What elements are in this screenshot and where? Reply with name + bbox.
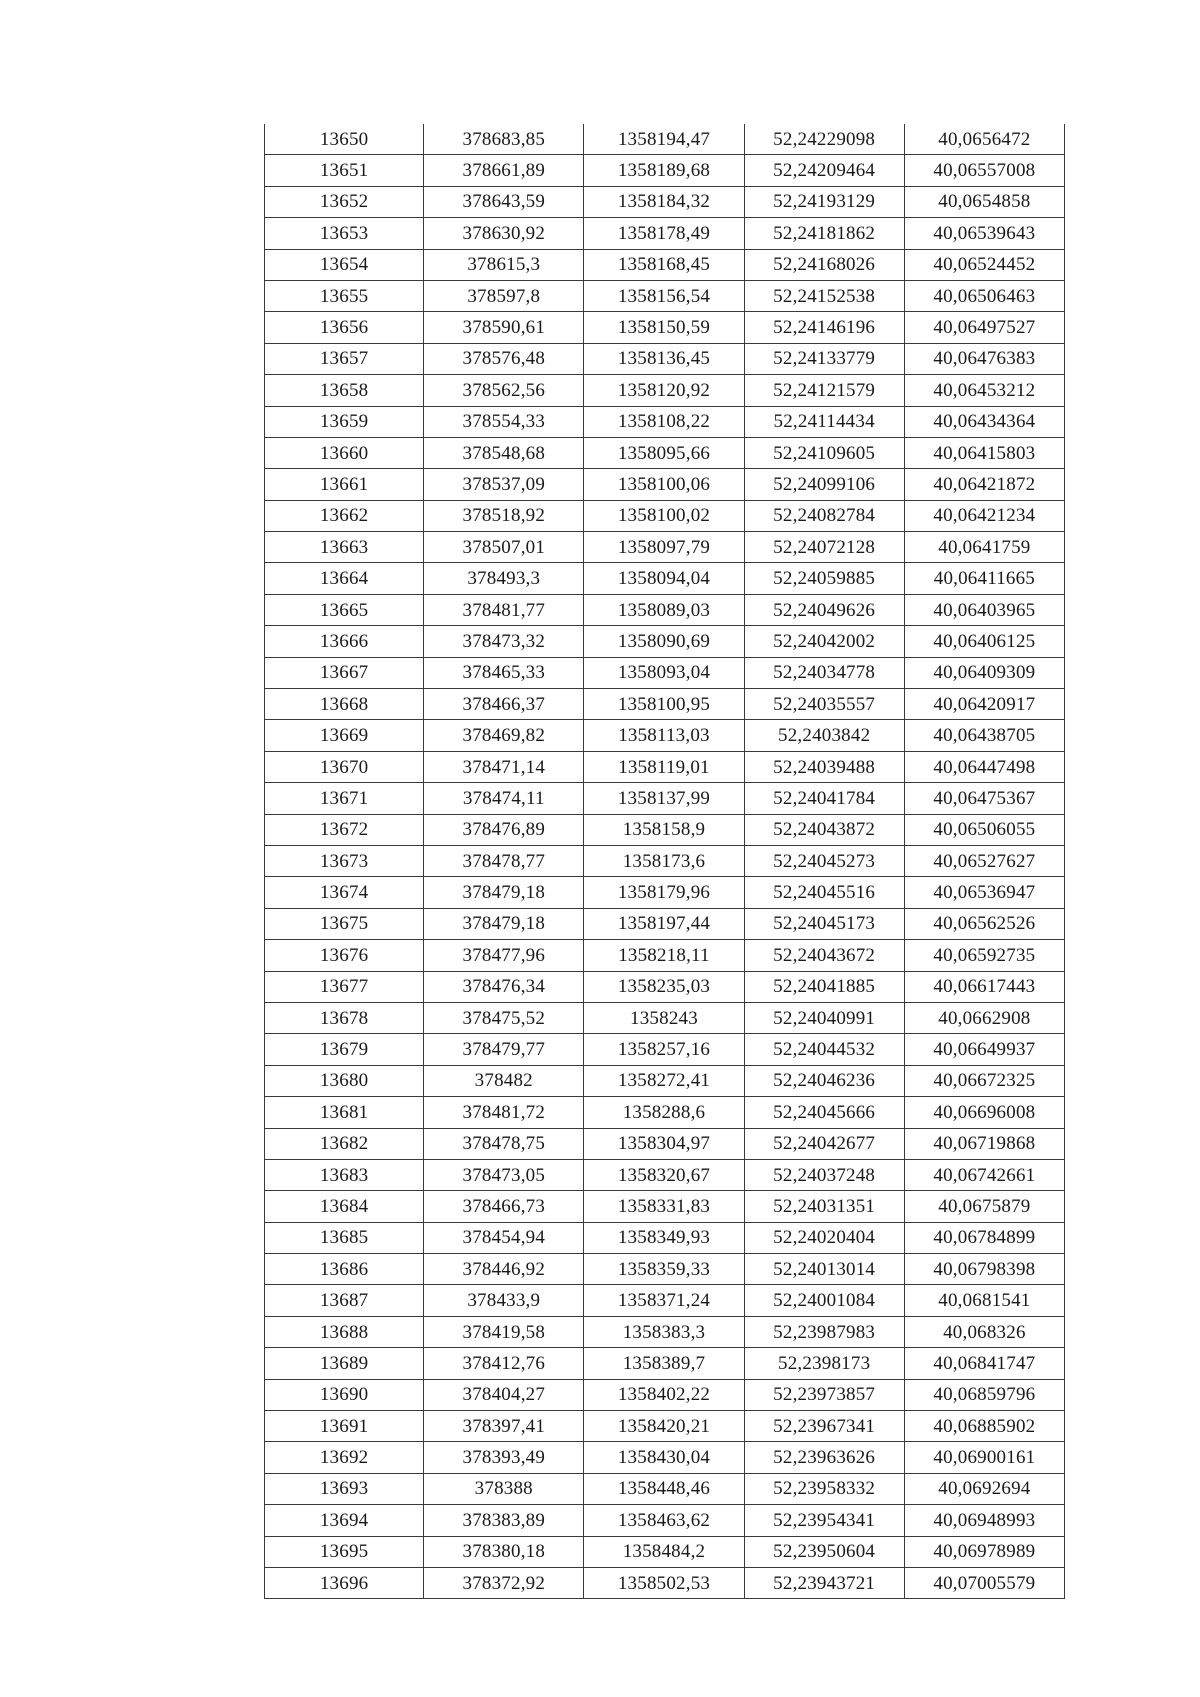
coordinates-table: [264, 124, 1065, 1599]
longitude-cell: 40,06562526: [904, 908, 1064, 939]
point-number-cell: 13691: [265, 1411, 424, 1442]
longitude-cell: 40,06506463: [904, 280, 1064, 311]
point-number-cell: 13658: [265, 375, 424, 406]
x-coordinate-cell: 378683,85: [424, 124, 584, 155]
latitude-cell: 52,24035557: [744, 689, 904, 720]
table-row: [265, 1505, 1065, 1536]
x-coordinate-cell: 378475,52: [424, 1002, 584, 1033]
longitude-cell: 40,06978989: [904, 1536, 1064, 1567]
latitude-cell: 52,24193129: [744, 186, 904, 217]
point-number-cell: 13675: [265, 908, 424, 939]
latitude-cell: 52,24045516: [744, 877, 904, 908]
latitude-cell: 52,23950604: [744, 1536, 904, 1567]
point-number-cell: 13653: [265, 218, 424, 249]
point-number-cell: 13689: [265, 1348, 424, 1379]
x-coordinate-cell: 378433,9: [424, 1285, 584, 1316]
x-coordinate-cell: 378518,92: [424, 500, 584, 531]
latitude-cell: 52,24133779: [744, 343, 904, 374]
y-coordinate-cell: 1358179,96: [584, 877, 744, 908]
latitude-cell: 52,24049626: [744, 594, 904, 625]
longitude-cell: 40,06506055: [904, 814, 1064, 845]
x-coordinate-cell: 378473,05: [424, 1159, 584, 1190]
point-number-cell: 13682: [265, 1128, 424, 1159]
point-number-cell: 13679: [265, 1034, 424, 1065]
point-number-cell: 13684: [265, 1191, 424, 1222]
latitude-cell: 52,24044532: [744, 1034, 904, 1065]
longitude-cell: 40,06672325: [904, 1065, 1064, 1096]
point-number-cell: 13685: [265, 1222, 424, 1253]
y-coordinate-cell: 1358119,01: [584, 751, 744, 782]
x-coordinate-cell: 378466,37: [424, 689, 584, 720]
longitude-cell: 40,06557008: [904, 155, 1064, 186]
x-coordinate-cell: 378554,33: [424, 406, 584, 437]
y-coordinate-cell: 1358194,47: [584, 124, 744, 155]
latitude-cell: 52,23967341: [744, 1411, 904, 1442]
y-coordinate-cell: 1358108,22: [584, 406, 744, 437]
latitude-cell: 52,24045666: [744, 1097, 904, 1128]
point-number-cell: 13665: [265, 594, 424, 625]
point-number-cell: 13657: [265, 343, 424, 374]
point-number-cell: 13661: [265, 469, 424, 500]
longitude-cell: 40,06434364: [904, 406, 1064, 437]
longitude-cell: 40,06421234: [904, 500, 1064, 531]
y-coordinate-cell: 1358502,53: [584, 1567, 744, 1598]
longitude-cell: 40,0681541: [904, 1285, 1064, 1316]
point-number-cell: 13671: [265, 783, 424, 814]
y-coordinate-cell: 1358243: [584, 1002, 744, 1033]
y-coordinate-cell: 1358402,22: [584, 1379, 744, 1410]
x-coordinate-cell: 378548,68: [424, 437, 584, 468]
point-number-cell: 13688: [265, 1316, 424, 1347]
x-coordinate-cell: 378661,89: [424, 155, 584, 186]
x-coordinate-cell: 378479,18: [424, 908, 584, 939]
y-coordinate-cell: 1358304,97: [584, 1128, 744, 1159]
x-coordinate-cell: 378393,49: [424, 1442, 584, 1473]
table-row: [265, 280, 1065, 311]
point-number-cell: 13652: [265, 186, 424, 217]
x-coordinate-cell: 378493,3: [424, 563, 584, 594]
table-row: [265, 1254, 1065, 1285]
latitude-cell: 52,24041784: [744, 783, 904, 814]
point-number-cell: 13690: [265, 1379, 424, 1410]
y-coordinate-cell: 1358150,59: [584, 312, 744, 343]
y-coordinate-cell: 1358158,9: [584, 814, 744, 845]
latitude-cell: 52,2398173: [744, 1348, 904, 1379]
table-row: [265, 720, 1065, 751]
x-coordinate-cell: 378471,14: [424, 751, 584, 782]
x-coordinate-cell: 378481,72: [424, 1097, 584, 1128]
y-coordinate-cell: 1358113,03: [584, 720, 744, 751]
y-coordinate-cell: 1358430,04: [584, 1442, 744, 1473]
y-coordinate-cell: 1358173,6: [584, 845, 744, 876]
point-number-cell: 13667: [265, 657, 424, 688]
table-row: [265, 1191, 1065, 1222]
longitude-cell: 40,0656472: [904, 124, 1064, 155]
latitude-cell: 52,24099106: [744, 469, 904, 500]
point-number-cell: 13669: [265, 720, 424, 751]
x-coordinate-cell: 378476,89: [424, 814, 584, 845]
longitude-cell: 40,06885902: [904, 1411, 1064, 1442]
table-row: [265, 406, 1065, 437]
latitude-cell: 52,24229098: [744, 124, 904, 155]
point-number-cell: 13683: [265, 1159, 424, 1190]
x-coordinate-cell: 378481,77: [424, 594, 584, 625]
point-number-cell: 13687: [265, 1285, 424, 1316]
latitude-cell: 52,24034778: [744, 657, 904, 688]
y-coordinate-cell: 1358320,67: [584, 1159, 744, 1190]
latitude-cell: 52,23954341: [744, 1505, 904, 1536]
latitude-cell: 52,24209464: [744, 155, 904, 186]
longitude-cell: 40,06447498: [904, 751, 1064, 782]
longitude-cell: 40,0662908: [904, 1002, 1064, 1033]
table-row: [265, 594, 1065, 625]
y-coordinate-cell: 1358095,66: [584, 437, 744, 468]
table-row: [265, 1411, 1065, 1442]
point-number-cell: 13694: [265, 1505, 424, 1536]
x-coordinate-cell: 378473,32: [424, 626, 584, 657]
y-coordinate-cell: 1358288,6: [584, 1097, 744, 1128]
table-row: [265, 124, 1065, 155]
table-row: [265, 563, 1065, 594]
y-coordinate-cell: 1358463,62: [584, 1505, 744, 1536]
table-row: [265, 845, 1065, 876]
y-coordinate-cell: 1358359,33: [584, 1254, 744, 1285]
point-number-cell: 13668: [265, 689, 424, 720]
longitude-cell: 40,06411665: [904, 563, 1064, 594]
table-row: [265, 312, 1065, 343]
table-row: [265, 1473, 1065, 1504]
table-row: [265, 1379, 1065, 1410]
table-row: [265, 469, 1065, 500]
point-number-cell: 13681: [265, 1097, 424, 1128]
y-coordinate-cell: 1358420,21: [584, 1411, 744, 1442]
latitude-cell: 52,24045173: [744, 908, 904, 939]
latitude-cell: 52,24040991: [744, 1002, 904, 1033]
table-row: [265, 1316, 1065, 1347]
point-number-cell: 13693: [265, 1473, 424, 1504]
x-coordinate-cell: 378454,94: [424, 1222, 584, 1253]
x-coordinate-cell: 378597,8: [424, 280, 584, 311]
y-coordinate-cell: 1358097,79: [584, 532, 744, 563]
point-number-cell: 13663: [265, 532, 424, 563]
table-row: [265, 814, 1065, 845]
longitude-cell: 40,07005579: [904, 1567, 1064, 1598]
x-coordinate-cell: 378477,96: [424, 940, 584, 971]
table-row: [265, 218, 1065, 249]
point-number-cell: 13650: [265, 124, 424, 155]
longitude-cell: 40,06784899: [904, 1222, 1064, 1253]
x-coordinate-cell: 378474,11: [424, 783, 584, 814]
x-coordinate-cell: 378412,76: [424, 1348, 584, 1379]
latitude-cell: 52,23958332: [744, 1473, 904, 1504]
latitude-cell: 52,24168026: [744, 249, 904, 280]
table-body: [265, 124, 1065, 1599]
y-coordinate-cell: 1358371,24: [584, 1285, 744, 1316]
x-coordinate-cell: 378562,56: [424, 375, 584, 406]
y-coordinate-cell: 1358090,69: [584, 626, 744, 657]
table-row: [265, 751, 1065, 782]
y-coordinate-cell: 1358156,54: [584, 280, 744, 311]
table-row: [265, 500, 1065, 531]
x-coordinate-cell: 378419,58: [424, 1316, 584, 1347]
longitude-cell: 40,06403965: [904, 594, 1064, 625]
table-row: [265, 186, 1065, 217]
point-number-cell: 13677: [265, 971, 424, 1002]
table-row: [265, 657, 1065, 688]
longitude-cell: 40,06421872: [904, 469, 1064, 500]
x-coordinate-cell: 378482: [424, 1065, 584, 1096]
table-row: [265, 908, 1065, 939]
latitude-cell: 52,2403842: [744, 720, 904, 751]
y-coordinate-cell: 1358448,46: [584, 1473, 744, 1504]
table-row: [265, 1002, 1065, 1033]
longitude-cell: 40,06742661: [904, 1159, 1064, 1190]
point-number-cell: 13654: [265, 249, 424, 280]
x-coordinate-cell: 378446,92: [424, 1254, 584, 1285]
y-coordinate-cell: 1358349,93: [584, 1222, 744, 1253]
longitude-cell: 40,06475367: [904, 783, 1064, 814]
latitude-cell: 52,24114434: [744, 406, 904, 437]
y-coordinate-cell: 1358100,95: [584, 689, 744, 720]
point-number-cell: 13678: [265, 1002, 424, 1033]
point-number-cell: 13686: [265, 1254, 424, 1285]
table-row: [265, 375, 1065, 406]
longitude-cell: 40,06497527: [904, 312, 1064, 343]
x-coordinate-cell: 378478,75: [424, 1128, 584, 1159]
x-coordinate-cell: 378479,77: [424, 1034, 584, 1065]
x-coordinate-cell: 378404,27: [424, 1379, 584, 1410]
latitude-cell: 52,24082784: [744, 500, 904, 531]
table-row: [265, 1065, 1065, 1096]
x-coordinate-cell: 378643,59: [424, 186, 584, 217]
table-row: [265, 1128, 1065, 1159]
y-coordinate-cell: 1358100,06: [584, 469, 744, 500]
x-coordinate-cell: 378397,41: [424, 1411, 584, 1442]
x-coordinate-cell: 378590,61: [424, 312, 584, 343]
y-coordinate-cell: 1358093,04: [584, 657, 744, 688]
longitude-cell: 40,0654858: [904, 186, 1064, 217]
table-row: [265, 1159, 1065, 1190]
longitude-cell: 40,06649937: [904, 1034, 1064, 1065]
table-row: [265, 1222, 1065, 1253]
longitude-cell: 40,0641759: [904, 532, 1064, 563]
latitude-cell: 52,23963626: [744, 1442, 904, 1473]
longitude-cell: 40,0692694: [904, 1473, 1064, 1504]
latitude-cell: 52,24121579: [744, 375, 904, 406]
longitude-cell: 40,06592735: [904, 940, 1064, 971]
latitude-cell: 52,23987983: [744, 1316, 904, 1347]
longitude-cell: 40,06438705: [904, 720, 1064, 751]
point-number-cell: 13680: [265, 1065, 424, 1096]
table-row: [265, 1285, 1065, 1316]
longitude-cell: 40,06476383: [904, 343, 1064, 374]
table-row: [265, 783, 1065, 814]
latitude-cell: 52,24042002: [744, 626, 904, 657]
longitude-cell: 40,06798398: [904, 1254, 1064, 1285]
latitude-cell: 52,24059885: [744, 563, 904, 594]
table-row: [265, 1536, 1065, 1567]
table-row: [265, 689, 1065, 720]
latitude-cell: 52,24045273: [744, 845, 904, 876]
point-number-cell: 13695: [265, 1536, 424, 1567]
latitude-cell: 52,24046236: [744, 1065, 904, 1096]
x-coordinate-cell: 378537,09: [424, 469, 584, 500]
y-coordinate-cell: 1358484,2: [584, 1536, 744, 1567]
y-coordinate-cell: 1358218,11: [584, 940, 744, 971]
point-number-cell: 13673: [265, 845, 424, 876]
table-row: [265, 249, 1065, 280]
x-coordinate-cell: 378466,73: [424, 1191, 584, 1222]
longitude-cell: 40,06406125: [904, 626, 1064, 657]
latitude-cell: 52,24001084: [744, 1285, 904, 1316]
longitude-cell: 40,06719868: [904, 1128, 1064, 1159]
latitude-cell: 52,24109605: [744, 437, 904, 468]
table-row: [265, 532, 1065, 563]
y-coordinate-cell: 1358168,45: [584, 249, 744, 280]
point-number-cell: 13674: [265, 877, 424, 908]
y-coordinate-cell: 1358257,16: [584, 1034, 744, 1065]
point-number-cell: 13664: [265, 563, 424, 594]
x-coordinate-cell: 378476,34: [424, 971, 584, 1002]
longitude-cell: 40,06841747: [904, 1348, 1064, 1379]
y-coordinate-cell: 1358120,92: [584, 375, 744, 406]
latitude-cell: 52,24043872: [744, 814, 904, 845]
y-coordinate-cell: 1358184,32: [584, 186, 744, 217]
y-coordinate-cell: 1358137,99: [584, 783, 744, 814]
latitude-cell: 52,24043672: [744, 940, 904, 971]
latitude-cell: 52,24020404: [744, 1222, 904, 1253]
table-row: [265, 155, 1065, 186]
latitude-cell: 52,24031351: [744, 1191, 904, 1222]
x-coordinate-cell: 378465,33: [424, 657, 584, 688]
y-coordinate-cell: 1358178,49: [584, 218, 744, 249]
x-coordinate-cell: 378576,48: [424, 343, 584, 374]
y-coordinate-cell: 1358100,02: [584, 500, 744, 531]
y-coordinate-cell: 1358272,41: [584, 1065, 744, 1096]
y-coordinate-cell: 1358189,68: [584, 155, 744, 186]
x-coordinate-cell: 378478,77: [424, 845, 584, 876]
longitude-cell: 40,06453212: [904, 375, 1064, 406]
table-row: [265, 343, 1065, 374]
point-number-cell: 13676: [265, 940, 424, 971]
table-row: [265, 1567, 1065, 1598]
latitude-cell: 52,24037248: [744, 1159, 904, 1190]
latitude-cell: 52,24152538: [744, 280, 904, 311]
longitude-cell: 40,06420917: [904, 689, 1064, 720]
point-number-cell: 13692: [265, 1442, 424, 1473]
y-coordinate-cell: 1358389,7: [584, 1348, 744, 1379]
point-number-cell: 13672: [265, 814, 424, 845]
longitude-cell: 40,06900161: [904, 1442, 1064, 1473]
point-number-cell: 13696: [265, 1567, 424, 1598]
y-coordinate-cell: 1358197,44: [584, 908, 744, 939]
latitude-cell: 52,24146196: [744, 312, 904, 343]
latitude-cell: 52,24013014: [744, 1254, 904, 1285]
latitude-cell: 52,24042677: [744, 1128, 904, 1159]
latitude-cell: 52,23943721: [744, 1567, 904, 1598]
x-coordinate-cell: 378507,01: [424, 532, 584, 563]
table-row: [265, 437, 1065, 468]
table-row: [265, 1442, 1065, 1473]
x-coordinate-cell: 378469,82: [424, 720, 584, 751]
point-number-cell: 13655: [265, 280, 424, 311]
table-row: [265, 626, 1065, 657]
latitude-cell: 52,24039488: [744, 751, 904, 782]
longitude-cell: 40,068326: [904, 1316, 1064, 1347]
longitude-cell: 40,06859796: [904, 1379, 1064, 1410]
x-coordinate-cell: 378479,18: [424, 877, 584, 908]
longitude-cell: 40,06948993: [904, 1505, 1064, 1536]
x-coordinate-cell: 378372,92: [424, 1567, 584, 1598]
point-number-cell: 13666: [265, 626, 424, 657]
table-row: [265, 971, 1065, 1002]
longitude-cell: 40,06524452: [904, 249, 1064, 280]
table-row: [265, 1034, 1065, 1065]
longitude-cell: 40,06527627: [904, 845, 1064, 876]
longitude-cell: 40,06539643: [904, 218, 1064, 249]
longitude-cell: 40,06696008: [904, 1097, 1064, 1128]
latitude-cell: 52,24072128: [744, 532, 904, 563]
table-row: [265, 1097, 1065, 1128]
longitude-cell: 40,06409309: [904, 657, 1064, 688]
latitude-cell: 52,24181862: [744, 218, 904, 249]
point-number-cell: 13670: [265, 751, 424, 782]
point-number-cell: 13660: [265, 437, 424, 468]
y-coordinate-cell: 1358383,3: [584, 1316, 744, 1347]
point-number-cell: 13651: [265, 155, 424, 186]
y-coordinate-cell: 1358089,03: [584, 594, 744, 625]
x-coordinate-cell: 378630,92: [424, 218, 584, 249]
longitude-cell: 40,0675879: [904, 1191, 1064, 1222]
point-number-cell: 13659: [265, 406, 424, 437]
y-coordinate-cell: 1358331,83: [584, 1191, 744, 1222]
table-row: [265, 1348, 1065, 1379]
x-coordinate-cell: 378615,3: [424, 249, 584, 280]
point-number-cell: 13656: [265, 312, 424, 343]
y-coordinate-cell: 1358235,03: [584, 971, 744, 1002]
table-row: [265, 940, 1065, 971]
x-coordinate-cell: 378380,18: [424, 1536, 584, 1567]
longitude-cell: 40,06415803: [904, 437, 1064, 468]
latitude-cell: 52,24041885: [744, 971, 904, 1002]
x-coordinate-cell: 378383,89: [424, 1505, 584, 1536]
table-row: [265, 877, 1065, 908]
y-coordinate-cell: 1358094,04: [584, 563, 744, 594]
latitude-cell: 52,23973857: [744, 1379, 904, 1410]
x-coordinate-cell: 378388: [424, 1473, 584, 1504]
y-coordinate-cell: 1358136,45: [584, 343, 744, 374]
longitude-cell: 40,06617443: [904, 971, 1064, 1002]
longitude-cell: 40,06536947: [904, 877, 1064, 908]
point-number-cell: 13662: [265, 500, 424, 531]
